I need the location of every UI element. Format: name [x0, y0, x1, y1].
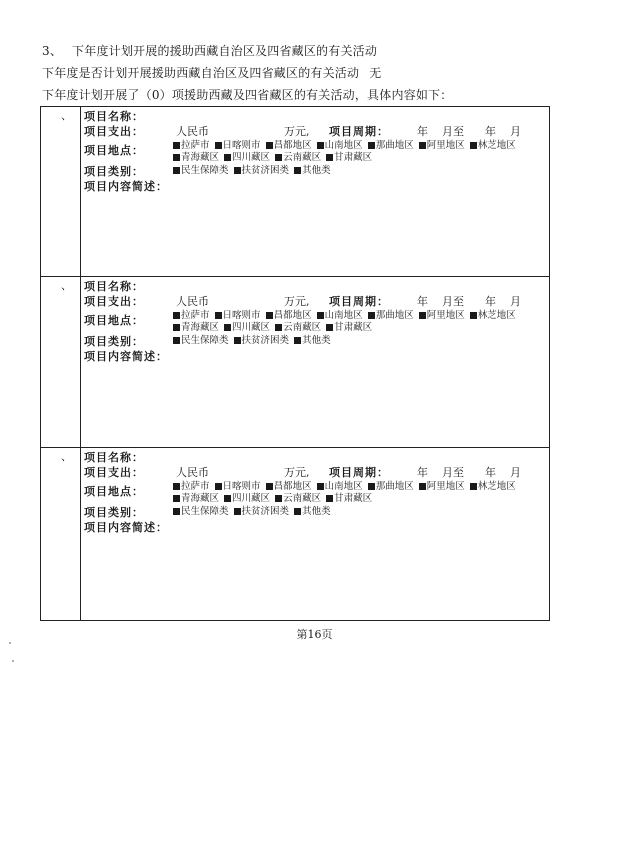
location-option-label: 昌都地区 [273, 481, 312, 492]
location-option-label: 林芝地区 [477, 481, 516, 492]
location-option-label: 青海藏区 [181, 322, 220, 333]
type-option-label: 其他类 [302, 335, 331, 346]
type-option-label: 其他类 [302, 165, 331, 176]
count-suffix: ）项援助西藏及四省藏区的有关活动，具体内容如下： [159, 88, 453, 102]
location-option-label: 那曲地区 [375, 310, 414, 321]
location-option-label: 日喀则市 [222, 310, 261, 321]
location-option [368, 481, 414, 492]
location-options [173, 310, 549, 334]
filled-checkbox-icon [368, 483, 375, 490]
location-option [326, 152, 372, 163]
type-option [234, 165, 290, 176]
location-option [173, 322, 219, 333]
location-option-label: 青海藏区 [181, 493, 220, 504]
location-option-label: 山南地区 [324, 310, 363, 321]
location-option-label: 阿里地区 [426, 481, 465, 492]
location-option-label: 山南地区 [324, 140, 363, 151]
filled-checkbox-icon [215, 312, 222, 319]
project-detail-cell [81, 448, 550, 621]
filled-checkbox-icon [173, 142, 180, 149]
location-option-label: 日喀则市 [222, 481, 261, 492]
location-option-label: 云南藏区 [283, 152, 322, 163]
period-year-end: 年 [485, 295, 496, 308]
location-option [470, 481, 516, 492]
location-option-label: 山南地区 [324, 481, 363, 492]
project-mark: 、 [61, 450, 72, 463]
filled-checkbox-icon [470, 142, 477, 149]
filled-checkbox-icon [275, 324, 282, 331]
location-option-label: 拉萨市 [181, 140, 210, 151]
project-location-label: 项目地点： [84, 314, 144, 327]
filled-checkbox-icon [224, 495, 231, 502]
type-option-label: 民生保障类 [181, 335, 229, 346]
location-option [326, 493, 372, 504]
project-detail-cell [81, 277, 550, 448]
location-option-label: 四川藏区 [232, 493, 271, 504]
count-value: 0 [151, 88, 160, 102]
location-option [173, 310, 210, 321]
type-option [294, 165, 331, 176]
expense-currency: 人民币 [176, 125, 209, 138]
plan-question: 下年度是否计划开展援助西藏自治区及四省藏区的有关活动 [42, 66, 360, 80]
location-option [266, 310, 312, 321]
location-option-label: 拉萨市 [181, 481, 210, 492]
filled-checkbox-icon [275, 495, 282, 502]
location-option-label: 那曲地区 [375, 481, 414, 492]
type-option [234, 506, 290, 517]
filled-checkbox-icon [294, 508, 301, 515]
location-option-label: 拉萨市 [181, 310, 210, 321]
activity-count-line [42, 86, 452, 103]
location-option [275, 322, 321, 333]
project-table [40, 106, 550, 621]
plan-answer: 无 [369, 66, 382, 80]
location-option [173, 481, 210, 492]
type-option [294, 506, 331, 517]
location-option [173, 493, 219, 504]
location-option [317, 481, 363, 492]
type-option-label: 民生保障类 [181, 506, 229, 517]
count-prefix: 下年度计划开展了（ [42, 88, 152, 102]
location-option-label: 甘肃藏区 [334, 493, 373, 504]
filled-checkbox-icon [317, 483, 324, 490]
type-option [173, 335, 229, 346]
project-location-label: 项目地点： [84, 485, 144, 498]
location-option [317, 140, 363, 151]
project-type-label: 项目类别： [84, 165, 144, 178]
location-option-label: 阿里地区 [426, 310, 465, 321]
type-option [173, 506, 229, 517]
location-option-label: 甘肃藏区 [334, 322, 373, 333]
project-mark: 、 [61, 109, 72, 122]
location-option [224, 152, 270, 163]
location-option-label: 昌都地区 [273, 310, 312, 321]
location-option-label: 云南藏区 [283, 322, 322, 333]
type-options [173, 165, 549, 180]
location-option [317, 310, 363, 321]
filled-checkbox-icon [419, 312, 426, 319]
project-mark: 、 [61, 279, 72, 292]
type-option-label: 其他类 [302, 506, 331, 517]
filled-checkbox-icon [215, 483, 222, 490]
location-option [215, 481, 261, 492]
location-option [419, 481, 465, 492]
location-option [275, 493, 321, 504]
filled-checkbox-icon [234, 337, 241, 344]
project-number-cell [41, 277, 81, 448]
location-option [266, 140, 312, 151]
period-month-to: 月至 [442, 125, 464, 138]
type-options [173, 506, 549, 521]
type-option [234, 335, 290, 346]
location-option-label: 甘肃藏区 [334, 152, 373, 163]
filled-checkbox-icon [266, 142, 273, 149]
period-month-to: 月至 [442, 466, 464, 479]
location-options [173, 140, 549, 164]
filled-checkbox-icon [234, 508, 241, 515]
project-name-label: 项目名称： [84, 280, 144, 293]
period-year-start: 年 [417, 466, 428, 479]
filled-checkbox-icon [173, 312, 180, 319]
section-heading [42, 42, 377, 59]
scan-speck [9, 642, 11, 644]
scan-speck [12, 660, 14, 662]
project-detail-cell [81, 107, 550, 277]
section-number: 3、 [42, 44, 63, 58]
location-option [173, 140, 210, 151]
location-option [275, 152, 321, 163]
location-option [215, 310, 261, 321]
filled-checkbox-icon [173, 154, 180, 161]
filled-checkbox-icon [224, 154, 231, 161]
filled-checkbox-icon [173, 324, 180, 331]
location-option-label: 四川藏区 [232, 152, 271, 163]
filled-checkbox-icon [470, 312, 477, 319]
type-option [294, 335, 331, 346]
period-month-to: 月至 [442, 295, 464, 308]
filled-checkbox-icon [234, 167, 241, 174]
location-option [266, 481, 312, 492]
project-name-label: 项目名称： [84, 451, 144, 464]
project-summary-label: 项目内容简述： [84, 350, 168, 363]
location-option [326, 322, 372, 333]
period-month-end: 月 [510, 466, 521, 479]
project-type-label: 项目类别： [84, 335, 144, 348]
filled-checkbox-icon [419, 483, 426, 490]
filled-checkbox-icon [266, 483, 273, 490]
filled-checkbox-icon [419, 142, 426, 149]
filled-checkbox-icon [173, 508, 180, 515]
filled-checkbox-icon [275, 154, 282, 161]
location-option [215, 140, 261, 151]
location-option-label: 四川藏区 [232, 322, 271, 333]
project-expense-label: 项目支出： [84, 295, 144, 308]
expense-unit: 万元, [284, 466, 310, 479]
expense-currency: 人民币 [176, 295, 209, 308]
project-type-label: 项目类别： [84, 506, 144, 519]
location-option-label: 林芝地区 [477, 140, 516, 151]
filled-checkbox-icon [173, 337, 180, 344]
period-year-end: 年 [485, 125, 496, 138]
project-expense-label: 项目支出： [84, 125, 144, 138]
type-option-label: 扶贫济困类 [241, 506, 290, 517]
project-summary-label: 项目内容简述： [84, 521, 168, 534]
expense-unit: 万元, [284, 125, 310, 138]
location-option-label: 青海藏区 [181, 152, 220, 163]
plan-question-line [42, 64, 381, 81]
filled-checkbox-icon [317, 142, 324, 149]
location-option-label: 林芝地区 [477, 310, 516, 321]
type-option-label: 扶贫济困类 [241, 335, 290, 346]
expense-currency: 人民币 [176, 466, 209, 479]
filled-checkbox-icon [173, 495, 180, 502]
filled-checkbox-icon [326, 324, 333, 331]
location-option [224, 493, 270, 504]
filled-checkbox-icon [173, 167, 180, 174]
period-year-start: 年 [417, 295, 428, 308]
location-option [368, 310, 414, 321]
location-options [173, 481, 549, 505]
location-option [470, 140, 516, 151]
project-number-cell [41, 107, 81, 277]
period-month-end: 月 [510, 125, 521, 138]
period-year-start: 年 [417, 125, 428, 138]
type-option [173, 165, 229, 176]
filled-checkbox-icon [470, 483, 477, 490]
filled-checkbox-icon [173, 483, 180, 490]
filled-checkbox-icon [266, 312, 273, 319]
project-expense-label: 项目支出： [84, 466, 144, 479]
location-option [470, 310, 516, 321]
type-option-label: 民生保障类 [181, 165, 229, 176]
project-period-label: 项目周期： [329, 295, 389, 308]
period-year-end: 年 [485, 466, 496, 479]
location-option-label: 那曲地区 [375, 140, 414, 151]
type-option-label: 扶贫济困类 [241, 165, 290, 176]
project-summary-label: 项目内容简述： [84, 180, 168, 193]
location-option-label: 昌都地区 [273, 140, 312, 151]
filled-checkbox-icon [326, 154, 333, 161]
project-name-label: 项目名称： [84, 110, 144, 123]
location-option [368, 140, 414, 151]
filled-checkbox-icon [294, 167, 301, 174]
location-option [173, 152, 219, 163]
location-option-label: 日喀则市 [222, 140, 261, 151]
filled-checkbox-icon [317, 312, 324, 319]
filled-checkbox-icon [368, 312, 375, 319]
project-period-label: 项目周期： [329, 466, 389, 479]
page-number: 第16页 [296, 628, 333, 641]
section-title: 下年度计划开展的援助西藏自治区及四省藏区的有关活动 [72, 44, 378, 58]
filled-checkbox-icon [294, 337, 301, 344]
filled-checkbox-icon [215, 142, 222, 149]
filled-checkbox-icon [224, 324, 231, 331]
filled-checkbox-icon [326, 495, 333, 502]
location-option [419, 310, 465, 321]
expense-unit: 万元, [284, 295, 310, 308]
location-option-label: 阿里地区 [426, 140, 465, 151]
project-number-cell [41, 448, 81, 621]
filled-checkbox-icon [368, 142, 375, 149]
period-month-end: 月 [510, 295, 521, 308]
location-option [419, 140, 465, 151]
type-options [173, 335, 549, 350]
location-option-label: 云南藏区 [283, 493, 322, 504]
location-option [224, 322, 270, 333]
project-location-label: 项目地点： [84, 144, 144, 157]
project-period-label: 项目周期： [329, 125, 389, 138]
